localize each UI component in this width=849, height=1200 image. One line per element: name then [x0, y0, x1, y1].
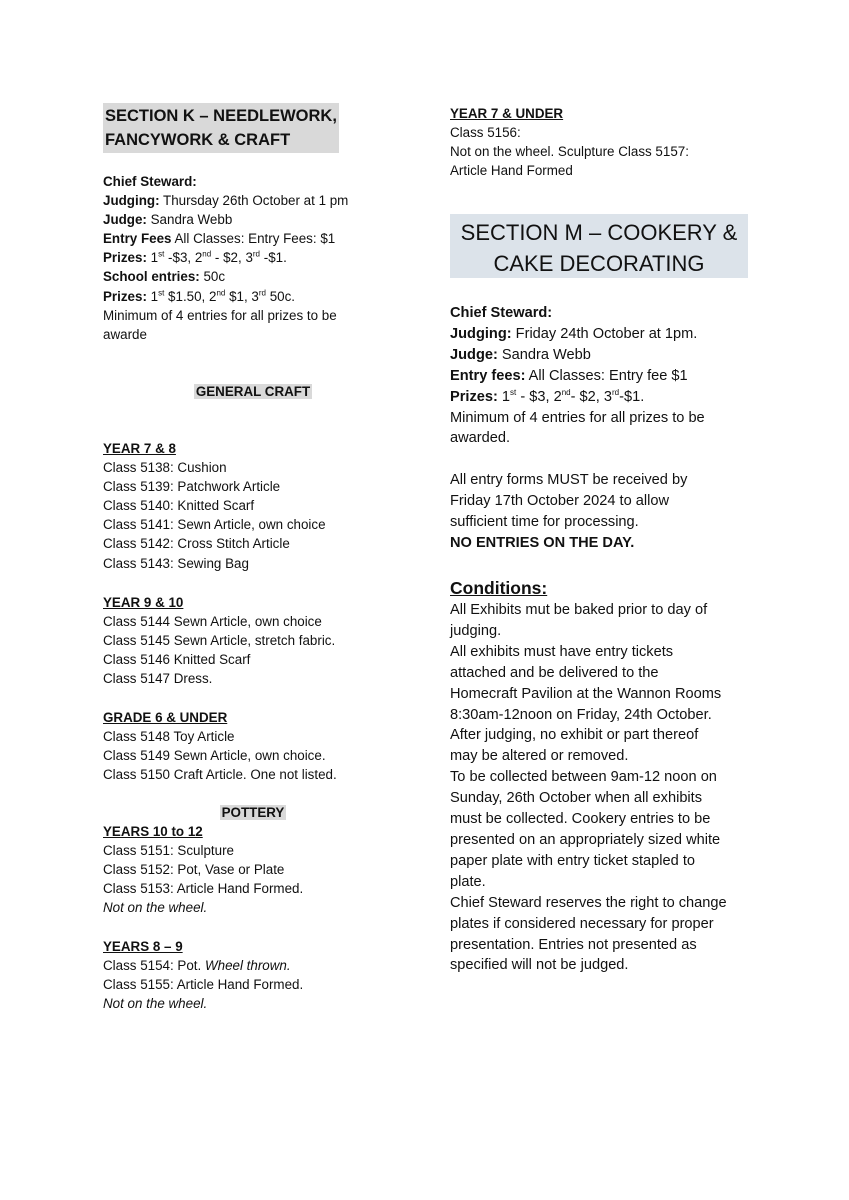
general-craft-heading-wrap: [103, 382, 403, 401]
conditions-line: After judging, no exhibit or part thereof: [450, 727, 699, 744]
conditions-line: All Exhibits mut be baked prior to day of: [450, 602, 708, 618]
entry-forms-notice: [450, 470, 750, 554]
prizes-sup: rd: [611, 387, 620, 397]
judge-value: Sandra Webb: [497, 346, 591, 363]
list-item: Class 5144 Sewn Article, own choice: [103, 614, 322, 630]
group-years-8-9: [103, 937, 403, 1013]
no-entries-notice: NO ENTRIES ON THE DAY.: [450, 534, 635, 551]
conditions-line: Chief Steward reserves the right to change: [450, 894, 727, 911]
list-item: Class 5139: Patchwork Article: [103, 479, 281, 495]
entry-fees-value: All Classes: Entry fee $1: [525, 367, 688, 384]
list-item: Article Hand Formed: [450, 163, 573, 179]
prizes-text: 1: [146, 288, 159, 304]
prizes-text: -$3, 2: [164, 250, 203, 266]
general-craft-heading: GENERAL CRAFT: [195, 384, 311, 399]
section-m-info: [450, 303, 750, 449]
conditions-line: judging.: [450, 622, 502, 639]
conditions: [450, 576, 750, 976]
judge-value: Sandra Webb: [146, 212, 233, 228]
conditions-line: 8:30am-12noon on Friday, 24th October.: [450, 706, 712, 723]
prizes-text: - $2, 3: [211, 250, 253, 266]
conditions-line: presentation. Entries not presented as: [450, 936, 697, 953]
list-item: Class 5148 Toy Article: [103, 729, 235, 745]
note: Not on the wheel.: [103, 996, 208, 1012]
section-m-title-line1: SECTION M – COOKERY &: [460, 220, 738, 245]
list-item: Class 5152: Pot, Vase or Plate: [103, 862, 285, 878]
section-k-title-line2: FANCYWORK & CRAFT: [105, 131, 291, 149]
forms-line: Friday 17th October 2024 to allow: [450, 492, 670, 509]
conditions-body: [450, 600, 750, 976]
minimum-line1: Minimum of 4 entries for all prizes to be: [103, 307, 337, 323]
list-item: Class 5147 Dress.: [103, 671, 213, 687]
list-item: Class 5140: Knitted Scarf: [103, 498, 255, 514]
prizes-text: - $2, 3: [570, 388, 612, 405]
list-item: Class 5155: Article Hand Formed.: [103, 977, 304, 993]
judge-label: Judge:: [450, 346, 498, 363]
entry-fees-label: Entry fees:: [450, 367, 526, 384]
prizes-text: 50c.: [266, 288, 296, 304]
forms-line: sufficient time for processing.: [450, 513, 639, 530]
prizes-sup: nd: [216, 288, 226, 298]
prizes-text: - $3, 2: [516, 388, 562, 405]
conditions-line: specified will not be judged.: [450, 957, 629, 974]
conditions-line: All exhibits must have entry tickets: [450, 643, 674, 660]
forms-line: All entry forms MUST be received by: [450, 472, 688, 488]
note: Not on the wheel.: [103, 900, 208, 916]
group-heading: YEAR 7 & 8: [103, 441, 176, 456]
section-m-title-line2: CAKE DECORATING: [493, 251, 705, 276]
entry-fees-label: Entry Fees: [103, 231, 172, 247]
minimum-line2: awarded.: [450, 430, 511, 447]
school-prizes-label: Prizes:: [103, 288, 147, 304]
group-heading: YEARS 8 – 9: [103, 939, 183, 954]
prizes-label: Prizes:: [450, 388, 498, 405]
pottery-heading: POTTERY: [221, 805, 285, 820]
group-year-9-10: [103, 593, 403, 688]
group-heading: YEAR 9 & 10: [103, 595, 184, 610]
list-item: Class 5149 Sewn Article, own choice.: [103, 748, 326, 764]
minimum-line2: awarde: [103, 326, 147, 342]
group-year-7-under: [450, 104, 750, 180]
list-item: Class 5143: Sewing Bag: [103, 555, 249, 571]
list-item: Class 5142: Cross Stitch Article: [103, 536, 290, 552]
judging-value: Thursday 26th October at 1 pm: [159, 193, 349, 209]
section-m-heading: [450, 214, 748, 278]
conditions-line: attached and be delivered to the: [450, 664, 659, 681]
prizes-label: Prizes:: [103, 250, 147, 266]
conditions-line: paper plate with entry ticket stapled to: [450, 852, 695, 869]
judging-value: Friday 24th October at 1pm.: [511, 325, 698, 342]
conditions-line: Homecraft Pavilion at the Wannon Rooms: [450, 685, 722, 702]
chief-steward-label: Chief Steward:: [450, 305, 553, 321]
prizes-text: -$1.: [260, 250, 287, 266]
prizes-text: -$1.: [619, 388, 645, 405]
prizes-line: [450, 387, 750, 408]
prizes-sup: nd: [202, 249, 212, 259]
judge-label: Judge:: [103, 212, 147, 228]
prizes-text: 1: [497, 388, 511, 405]
list-item: Class 5146 Knitted Scarf: [103, 652, 251, 668]
list-item: Class 5145 Sewn Article, stretch fabric.: [103, 633, 336, 649]
prizes-sup: st: [510, 387, 517, 397]
prizes-text: 1: [146, 250, 159, 266]
prizes-sup: nd: [561, 387, 571, 397]
list-item: Not on the wheel. Sculpture Class 5157:: [450, 144, 689, 160]
school-prizes-line: [103, 287, 403, 306]
group-heading: GRADE 6 & UNDER: [103, 710, 228, 725]
prizes-text: $1, 3: [225, 288, 259, 304]
list-item: Class 5138: Cushion: [103, 460, 227, 476]
section-k-info: [103, 172, 403, 344]
list-item: Class 5150 Craft Article. One not listed.: [103, 767, 337, 783]
group-grade-6-under: [103, 708, 403, 784]
list-item: Class 5151: Sculpture: [103, 843, 235, 859]
list-item: [103, 956, 403, 975]
prizes-sup: st: [158, 249, 165, 259]
prizes-sup: rd: [252, 249, 261, 259]
list-item: Class 5156:: [450, 125, 521, 141]
list-item-italic: Wheel thrown.: [204, 958, 291, 974]
conditions-line: Sunday, 26th October when all exhibits: [450, 790, 703, 807]
judging-label: Judging:: [450, 325, 512, 342]
entry-fees-value: All Classes: Entry Fees: $1: [171, 231, 336, 247]
conditions-line: presented on an appropriately sized white: [450, 831, 721, 848]
group-heading: YEAR 7 & UNDER: [450, 106, 564, 121]
judging-label: Judging:: [103, 193, 160, 209]
group-heading: YEARS 10 to 12: [103, 824, 203, 839]
list-item-text: Class 5154: Pot.: [103, 958, 205, 974]
list-item: Class 5153: Article Hand Formed.: [103, 881, 304, 897]
conditions-line: To be collected between 9am-12 noon on: [450, 769, 717, 786]
conditions-line: may be altered or removed.: [450, 748, 629, 765]
conditions-line: plates if considered necessary for proper: [450, 915, 714, 932]
section-k-heading: [103, 103, 339, 153]
group-year-7-8: [103, 439, 403, 573]
chief-steward-label: Chief Steward:: [103, 174, 197, 189]
group-years-10-12: [103, 822, 403, 917]
prizes-line: [103, 248, 403, 267]
list-item: Class 5141: Sewn Article, own choice: [103, 517, 326, 533]
conditions-line: must be collected. Cookery entries to be: [450, 811, 711, 828]
minimum-line1: Minimum of 4 entries for all prizes to be: [450, 409, 705, 426]
conditions-title: Conditions:: [450, 578, 548, 598]
prizes-text: $1.50, 2: [164, 288, 217, 304]
section-k-title-line1: SECTION K – NEEDLEWORK,: [105, 107, 337, 125]
pottery-heading-wrap: [103, 803, 403, 822]
conditions-line: plate.: [450, 873, 486, 890]
school-entries-label: School entries:: [103, 269, 200, 285]
prizes-sup: st: [158, 288, 165, 298]
school-entries-value: 50c: [199, 269, 226, 285]
prizes-sup: rd: [258, 288, 266, 298]
